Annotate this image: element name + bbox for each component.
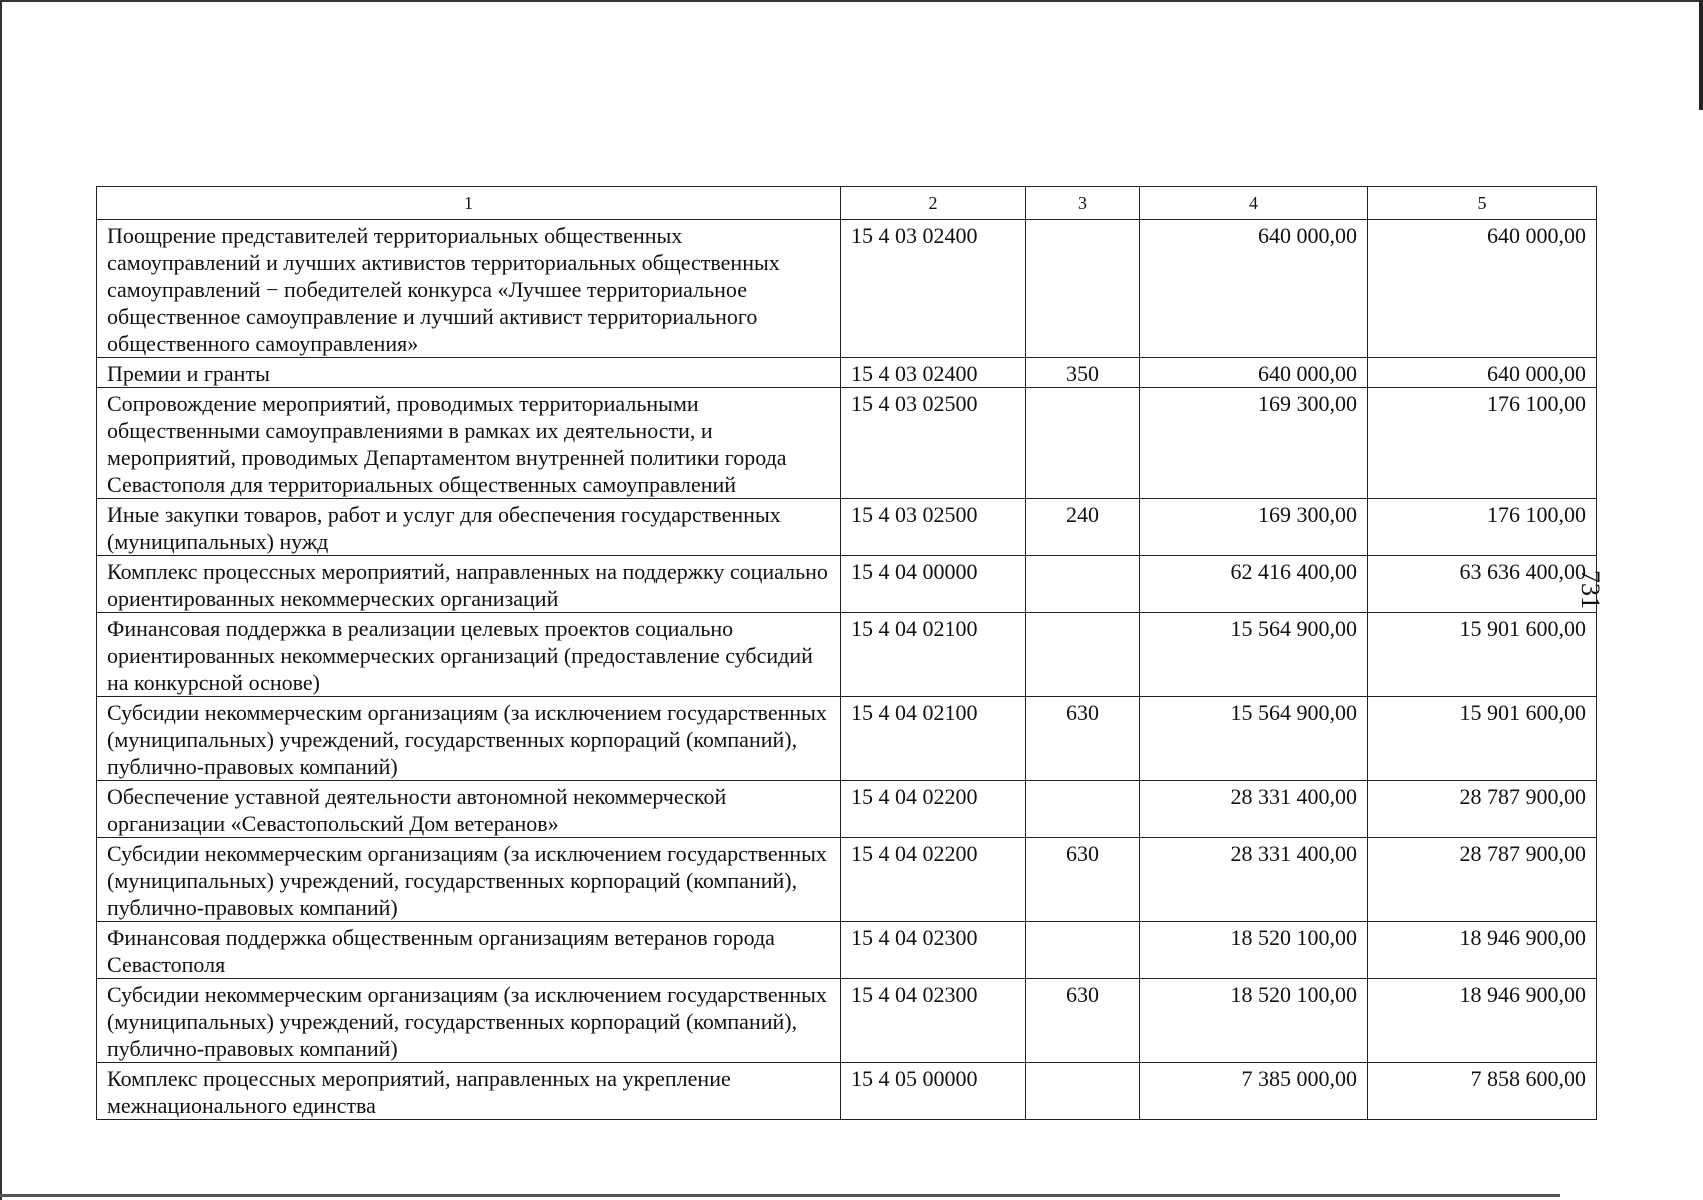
row-value-2: 15 901 600,00 — [1368, 613, 1597, 697]
row-value-1: 640 000,00 — [1140, 220, 1368, 358]
row-type — [1026, 1063, 1140, 1120]
table-row — [97, 922, 1597, 979]
row-code: 15 4 03 02400 — [841, 358, 1026, 388]
row-code: 15 4 04 00000 — [841, 556, 1026, 613]
row-name: Поощрение представителей территориальных общественных самоуправлений и лучших активистов территориальных общественных самоуправлений − победителей конкурса «Лучшее территориальное общественное самоуправление и лучший активист территориального общественного самоуправления» — [97, 220, 841, 358]
table-row — [97, 838, 1597, 922]
scan-edge-left — [0, 0, 2, 1200]
row-name: Комплекс процессных мероприятий, направленных на укрепление межнационального единства — [97, 1063, 841, 1120]
row-name: Сопровождение мероприятий, проводимых территориальными общественными самоуправлениями в рамках их деятельности, и мероприятий, проводимых Департаментом внутренней политики города Севастополя для территориальных общественных самоуправлений — [97, 388, 841, 499]
row-code: 15 4 04 02200 — [841, 838, 1026, 922]
row-type — [1026, 220, 1140, 358]
row-value-2: 640 000,00 — [1368, 358, 1597, 388]
row-name: Субсидии некоммерческим организациям (за исключением государственных (муниципальных) учреждений, государственных корпораций (компаний), публично-правовых компаний) — [97, 838, 841, 922]
row-value-2: 176 100,00 — [1368, 388, 1597, 499]
row-value-2: 28 787 900,00 — [1368, 838, 1597, 922]
budget-table — [96, 186, 1597, 1120]
column-header-4: 4 — [1140, 187, 1368, 220]
row-type — [1026, 781, 1140, 838]
row-value-1: 28 331 400,00 — [1140, 838, 1368, 922]
table-row — [97, 556, 1597, 613]
row-value-1: 15 564 900,00 — [1140, 613, 1368, 697]
row-type — [1026, 556, 1140, 613]
row-value-1: 18 520 100,00 — [1140, 979, 1368, 1063]
row-type: 630 — [1026, 979, 1140, 1063]
row-value-2: 640 000,00 — [1368, 220, 1597, 358]
column-header-3: 3 — [1026, 187, 1140, 220]
row-code: 15 4 04 02200 — [841, 781, 1026, 838]
row-type — [1026, 613, 1140, 697]
row-type — [1026, 388, 1140, 499]
row-code: 15 4 03 02500 — [841, 388, 1026, 499]
row-code: 15 4 05 00000 — [841, 1063, 1026, 1120]
table-row — [97, 358, 1597, 388]
row-value-1: 169 300,00 — [1140, 388, 1368, 499]
row-name: Финансовая поддержка в реализации целевых проектов социально ориентированных некоммерческих организаций (предоставление субсидий на конкурсной основе) — [97, 613, 841, 697]
column-header-1: 1 — [97, 187, 841, 220]
row-value-1: 640 000,00 — [1140, 358, 1368, 388]
table-row — [97, 1063, 1597, 1120]
row-name: Комплекс процессных мероприятий, направленных на поддержку социально ориентированных некоммерческих организаций — [97, 556, 841, 613]
row-name: Финансовая поддержка общественным организациям ветеранов города Севастополя — [97, 922, 841, 979]
table-row — [97, 697, 1597, 781]
table-row — [97, 220, 1597, 358]
column-header-5: 5 — [1368, 187, 1597, 220]
table-row — [97, 388, 1597, 499]
table-row — [97, 781, 1597, 838]
page-number: 731 — [1576, 570, 1605, 609]
scan-edge-top — [0, 0, 1703, 2]
row-code: 15 4 04 02100 — [841, 697, 1026, 781]
scan-edge-right — [1699, 0, 1703, 110]
row-code: 15 4 04 02100 — [841, 613, 1026, 697]
row-value-1: 7 385 000,00 — [1140, 1063, 1368, 1120]
row-type: 240 — [1026, 499, 1140, 556]
table-row — [97, 499, 1597, 556]
row-value-1: 15 564 900,00 — [1140, 697, 1368, 781]
row-code: 15 4 03 02500 — [841, 499, 1026, 556]
row-value-2: 176 100,00 — [1368, 499, 1597, 556]
row-value-1: 18 520 100,00 — [1140, 922, 1368, 979]
row-type — [1026, 922, 1140, 979]
row-type: 350 — [1026, 358, 1140, 388]
row-value-2: 18 946 900,00 — [1368, 979, 1597, 1063]
column-header-2: 2 — [841, 187, 1026, 220]
row-type: 630 — [1026, 697, 1140, 781]
table-row — [97, 613, 1597, 697]
row-value-2: 18 946 900,00 — [1368, 922, 1597, 979]
header-row — [97, 187, 1597, 220]
row-type: 630 — [1026, 838, 1140, 922]
row-value-1: 169 300,00 — [1140, 499, 1368, 556]
scan-edge-bottom — [0, 1194, 1560, 1197]
row-name: Премии и гранты — [97, 358, 841, 388]
row-code: 15 4 04 02300 — [841, 922, 1026, 979]
row-value-2: 15 901 600,00 — [1368, 697, 1597, 781]
row-code: 15 4 03 02400 — [841, 220, 1026, 358]
row-value-2: 7 858 600,00 — [1368, 1063, 1597, 1120]
row-value-1: 28 331 400,00 — [1140, 781, 1368, 838]
row-name: Субсидии некоммерческим организациям (за исключением государственных (муниципальных) учреждений, государственных корпораций (компаний), публично-правовых компаний) — [97, 697, 841, 781]
row-value-2: 63 636 400,00 — [1368, 556, 1597, 613]
row-value-1: 62 416 400,00 — [1140, 556, 1368, 613]
table-row — [97, 979, 1597, 1063]
row-code: 15 4 04 02300 — [841, 979, 1026, 1063]
row-name: Обеспечение уставной деятельности автономной некоммерческой организации «Севастопольский Дом ветеранов» — [97, 781, 841, 838]
row-name: Субсидии некоммерческим организациям (за исключением государственных (муниципальных) учреждений, государственных корпораций (компаний), публично-правовых компаний) — [97, 979, 841, 1063]
row-value-2: 28 787 900,00 — [1368, 781, 1597, 838]
row-name: Иные закупки товаров, работ и услуг для обеспечения государственных (муниципальных) нужд — [97, 499, 841, 556]
